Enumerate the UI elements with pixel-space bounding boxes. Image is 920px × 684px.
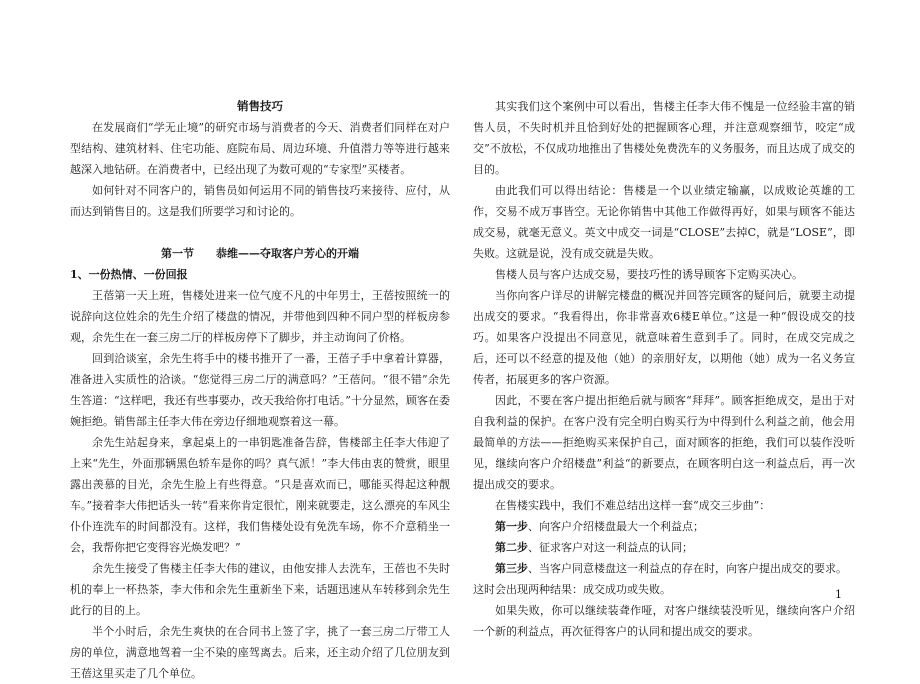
step-1 [473,516,855,537]
page-number: 1 [835,588,842,601]
step-1-label: 第一步 [495,520,528,533]
analysis-paragraph-3: 售楼人员与客户达成交易，要技巧性的诱导顾客下定购买决心。 [495,268,803,281]
step-3-text: 、当客户同意楼盘这一利益点的存在时，向客户提出成交的要求。 [528,562,847,575]
step-2-label: 第二步 [495,541,528,554]
step-3-label: 第三步 [495,562,528,575]
story-paragraph-5: 半个小时后，余先生爽快的在合同书上签了字，挑了一套三房二厅带工人房的单位，满意地驾着一尘不染的座驾离去。后来，还主动介绍了几位朋友到王蓓这里买走了几个单位。 [70,625,450,680]
section-heading: 第一节 恭维——夺取客户芳心的开端 [161,247,359,260]
analysis-paragraph-6: 在售楼实践中，我们不难总结出这样一套“成交三步曲”： [495,499,771,512]
intro-paragraph-2: 如何针对不同客户的，销售员如何运用不同的销售技巧来接待、应付，从而达到销售目的。这是我们所要学习和讨论的。 [70,184,450,218]
analysis-paragraph-7: 这时会出现两种结果：成交成功或失败。 [473,583,671,596]
story-paragraph-1: 王蓓第一天上班，售楼处进来一位气度不凡的中年男士，王蓓按照统一的说辞向这位姓余的先生介绍了楼盘的情况，并带他到四种不同户型的样板房参观，余先生在一套三房二厅的样板房停下了脚步，并主动询问了价格。 [70,289,450,344]
analysis-paragraph-5: 因此，不要在客户提出拒绝后就与顾客“拜拜”。顾客拒绝成交，是出于对自我利益的保护。在客户没有完全明白购买行为中得到什么利益之前，他会用最简单的方法——拒绝购买来保护自己，面对顾客的拒绝，我们可以装作没听见，继续向客户介绍楼盘”利益“的新要点，在顾客明白这一利益点后，再一次提出成交的要求。 [473,394,855,491]
page-title: 销售技巧 [237,99,283,113]
step-2 [473,537,855,558]
story-paragraph-3: 余先生站起身来，拿起桌上的一串钥匙准备告辞，售楼部主任李大伟迎了上来“先生，外面那辆黑色轿车是你的吗？真气派！”李大伟由衷的赞赏，眼里露出羡慕的目光，余先生脸上有些得意。“只是喜欢而已，哪能买得起这种靓车。”接着李大伟把话头一转“看来你肯定很忙，刚来就要走，这么漂亮的车风尘仆仆连洗车的时间都没有。这样，我们售楼处设有免洗车场，你不介意稍坐一会，我帮你把它变得容光焕发吧？” [70,436,450,554]
analysis-paragraph-4: 当你向客户详尽的讲解完楼盘的概况并回答完顾客的疑问后，就要主动提出成交的要求。“我看得出，你非常喜欢6楼E单位。”这是一种“假设成交的技巧。如果客户没提出不同意见，就意味着生意到手了。同时，在成交完成之后，还可以不经意的提及他（她）的亲朋好友，以期他（她）成为一名义务宣传者，拓展更多的客户资源。 [473,289,855,386]
intro-paragraph-1: 在发展商们“学无止境”的研究市场与消费者的今天、消费者们同样在对户型结构、建筑材料、住宅功能、庭院布局、周边环境、升值潜力等等进行越来越深入地钻研。在消费者中，已经出现了为数可观的“专家型”买楼者。 [70,121,450,176]
story-paragraph-2: 回到洽谈室，余先生将手中的楼书推开了一番，王蓓子手中拿着计算器，准备进入实质性的洽谈。“您觉得三房二厅的满意吗？”王蓓问。“很不错”余先生答道：“这样吧，我还有些事要办，改天我给你打电话。”十分显然，顾客在委婉拒绝。销售部主任李大伟在旁边仔细地观察着这一幕。 [70,352,450,428]
step-3 [473,558,855,579]
analysis-paragraph-8: 如果失败，你可以继续装聋作哑，对客户继续装没听见，继续向客户介绍一个新的利益点，再次征得客户的认同和提出成交的要求。 [473,604,855,638]
right-column [473,96,855,642]
analysis-paragraph-1: 其实我们这个案例中可以看出，售楼主任李大伟不愧是一位经验丰富的销售人员，不失时机并且恰到好处的把握顾客心理，并注意观察细节，咬定“成交”不放松，不仅成功地推出了售楼处免费洗车的义务服务，而且达成了成交的目的。 [473,100,855,176]
analysis-paragraph-2: 由此我们可以得出结论：售楼是一个以业绩定输赢，以成败论英雄的工作，交易不成万事皆空。无论你销售中其他工作做得再好，如果与顾客不能达成交易，就毫无意义。英文中成交一词是“CLOSE”去掉C，就是“LOSE”，即失败。这就是说，没有成交就是失败。 [473,184,855,260]
step-1-text: 、向客户介绍楼盘最大一个利益点； [528,520,704,533]
subheading: 1、一份热情、一份回报 [70,268,188,281]
step-2-text: 、征求客户对这一利益点的认同； [528,541,693,554]
left-column [70,96,450,684]
story-paragraph-4: 余先生接受了售楼主任李大伟的建议，由他安排人去洗车，王蓓也不失时机的奉上一杯热茶，李大伟和余先生重新坐下来，话题迅速从车转移到余先生此行的目的上。 [70,562,450,617]
